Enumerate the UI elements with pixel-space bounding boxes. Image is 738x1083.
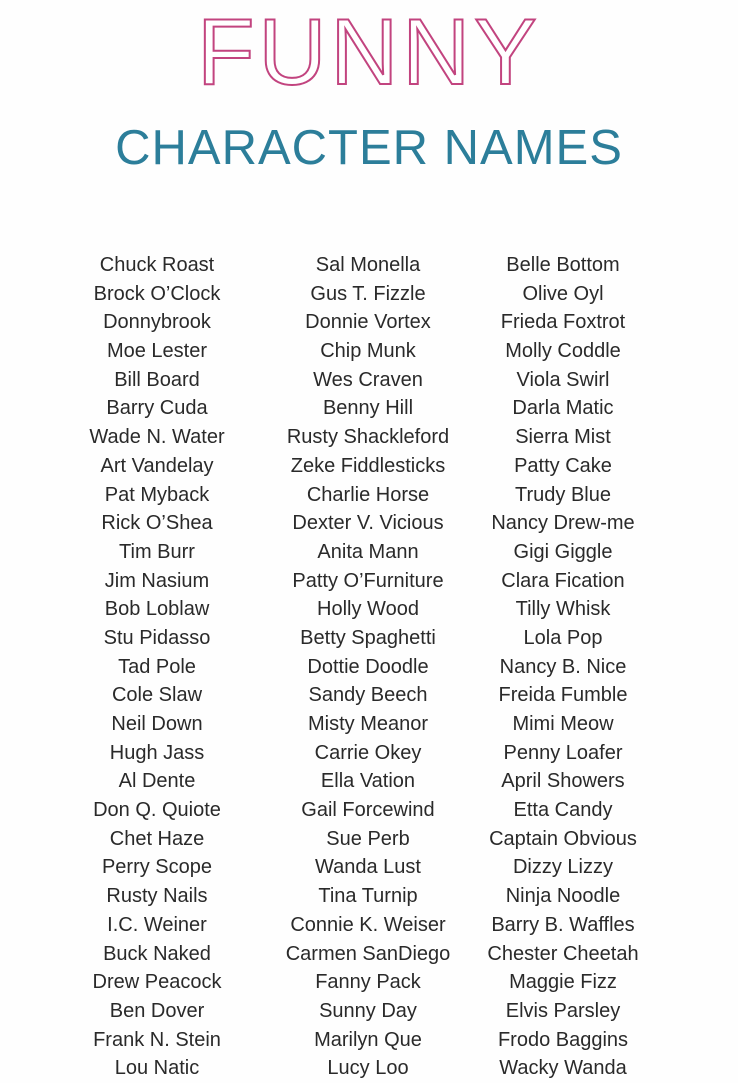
name-item: Ninja Noodle: [505, 885, 621, 908]
name-item: Hugh Jass: [109, 741, 205, 764]
name-item: Art Vandelay: [100, 454, 214, 477]
name-item: Chester Cheetah: [487, 942, 639, 965]
name-item: Carmen SanDiego: [285, 942, 451, 965]
name-item: Sierra Mist: [515, 426, 611, 449]
name-item: Tad Pole: [118, 655, 196, 678]
name-item: Frank N. Stein: [93, 1028, 221, 1051]
name-item: Nancy B. Nice: [499, 655, 627, 678]
name-item: Frieda Foxtrot: [500, 311, 626, 334]
name-item: Gus T. Fizzle: [310, 282, 426, 305]
name-item: Tim Burr: [119, 540, 195, 563]
name-item: Don Q. Quiote: [93, 799, 221, 822]
name-item: Darla Matic: [512, 397, 614, 420]
name-item: Dizzy Lizzy: [512, 856, 613, 879]
name-item: Fanny Pack: [315, 971, 421, 994]
name-item: Gigi Giggle: [513, 540, 613, 563]
name-item: Sue Perb: [326, 827, 410, 850]
name-item: Bill Board: [114, 368, 200, 391]
name-item: Al Dente: [118, 770, 196, 793]
name-item: Tina Turnip: [318, 885, 418, 908]
name-item: Anita Mann: [317, 540, 419, 563]
name-item: Chip Munk: [320, 340, 416, 363]
name-item: Mimi Meow: [512, 713, 614, 735]
name-item: Chet Haze: [109, 827, 205, 850]
name-item: Jim Nasium: [104, 569, 210, 592]
name-item: Barry B. Waffles: [491, 913, 635, 936]
name-item: Maggie Fizz: [509, 971, 617, 994]
name-item: Sandy Beech: [308, 684, 428, 707]
name-item: Trudy Blue: [515, 483, 611, 506]
name-item: Sunny Day: [319, 999, 417, 1022]
title-subtitle: CHARACTER NAMES: [115, 121, 623, 175]
name-item: Molly Coddle: [505, 340, 621, 363]
name-item: Nancy Drew-me: [491, 512, 635, 535]
name-item: Stu Pidasso: [103, 626, 211, 649]
name-item: Wes Craven: [313, 368, 423, 391]
name-item: Brock O’Clock: [93, 282, 221, 305]
name-item: Donnie Vortex: [305, 311, 431, 334]
name-item: Perry Scope: [101, 856, 213, 879]
names-column-3: [453, 251, 673, 1083]
name-item: Tilly Whisk: [515, 598, 611, 621]
name-item: Betty Spaghetti: [300, 626, 436, 649]
name-item: Dottie Doodle: [307, 655, 429, 678]
name-item: Benny Hill: [322, 397, 414, 420]
name-item: Patty O’Furniture: [292, 569, 444, 592]
name-item: Lou Natic: [114, 1057, 200, 1080]
name-item: Rusty Nails: [106, 885, 208, 908]
name-item: Marilyn Que: [314, 1028, 422, 1051]
name-item: Sal Monella: [315, 254, 421, 276]
name-item: Holly Wood: [317, 598, 419, 621]
name-item: I.C. Weiner: [107, 913, 207, 936]
name-item: Zeke Fiddlesticks: [290, 454, 446, 477]
name-item: Charlie Horse: [306, 483, 430, 506]
name-item: Rick O’Shea: [101, 512, 213, 535]
name-item: Captain Obvious: [489, 827, 637, 850]
name-item: Neil Down: [111, 713, 203, 735]
name-item: Etta Candy: [513, 799, 613, 822]
name-item: Chuck Roast: [99, 254, 215, 276]
name-item: Ben Dover: [109, 999, 205, 1022]
name-item: Wade N. Water: [89, 426, 225, 449]
name-item: Gail Forcewind: [301, 799, 435, 822]
name-item: Wacky Wanda: [499, 1057, 627, 1080]
name-item: Olive Oyl: [522, 282, 604, 305]
name-item: Connie K. Weiser: [290, 913, 446, 936]
name-item: Penny Loafer: [503, 741, 623, 764]
names-column-2: [258, 251, 478, 1083]
name-item: Frodo Baggins: [497, 1028, 629, 1051]
name-item: Barry Cuda: [106, 397, 208, 420]
name-item: Moe Lester: [106, 340, 208, 363]
name-item: Viola Swirl: [516, 368, 610, 391]
name-item: Buck Naked: [103, 942, 211, 965]
name-item: Dexter V. Vicious: [292, 512, 444, 535]
name-item: Belle Bottom: [506, 254, 620, 276]
name-item: Donnybrook: [103, 311, 211, 334]
name-item: Freida Fumble: [498, 684, 628, 707]
name-item: Cole Slaw: [111, 684, 203, 707]
name-item: Rusty Shackleford: [286, 426, 450, 449]
name-item: Ella Vation: [320, 770, 416, 793]
name-item: April Showers: [501, 770, 625, 793]
name-item: Patty Cake: [514, 454, 612, 477]
name-item: Lola Pop: [523, 626, 603, 649]
name-item: Bob Loblaw: [104, 598, 210, 621]
name-item: Clara Fication: [501, 569, 625, 592]
name-item: Pat Myback: [104, 483, 210, 506]
name-item: Wanda Lust: [315, 856, 421, 879]
name-item: Elvis Parsley: [505, 999, 621, 1022]
names-column-1: [47, 251, 267, 1083]
name-item: Carrie Okey: [314, 741, 422, 764]
name-item: Misty Meanor: [307, 713, 429, 735]
title-funny: FUNNY: [197, 0, 541, 104]
name-item: Drew Peacock: [92, 971, 222, 994]
name-item: Lucy Loo: [327, 1057, 409, 1080]
